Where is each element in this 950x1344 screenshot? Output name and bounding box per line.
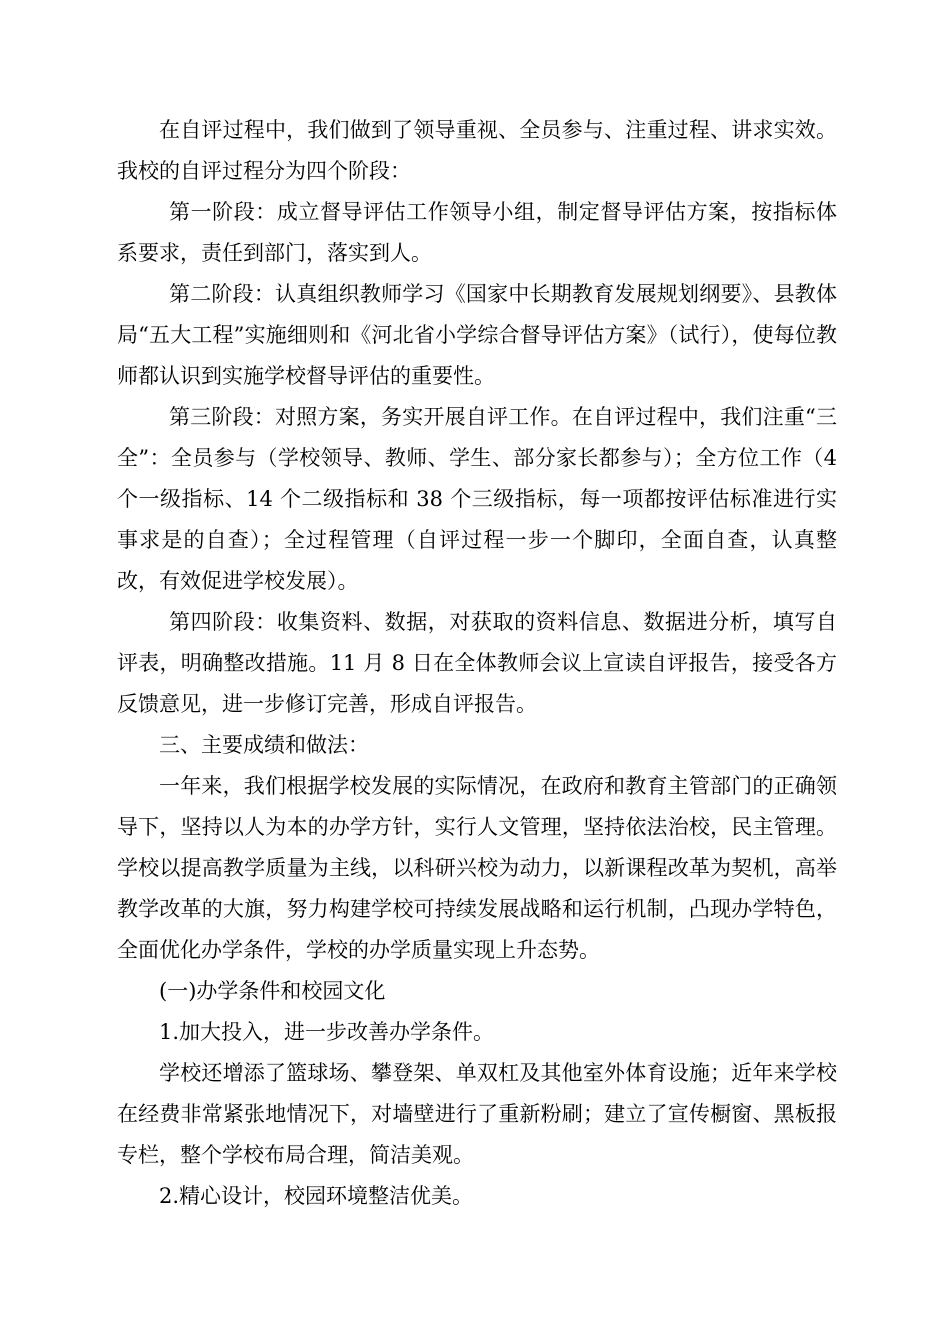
paragraph-stage-four: 第四阶段：收集资料、数据，对获取的资料信息、数据进分析，填写自评表，明确整改措施。11 月 8 日在全体教师会议上宣读自评报告，接受各方反馈意见，进一步修订完善，形成自评报告。 xyxy=(117,610,837,716)
subsection-heading-conditions-culture: (一)办学条件和校园文化 xyxy=(159,979,386,1003)
item-heading-campus-environment: 2.精心设计，校园环境整洁优美。 xyxy=(159,1184,474,1208)
paragraph-stage-two: 第二阶段：认真组织教师学习《国家中长期教育发展规划纲要》、县教体局“五大工程”实施细则和《河北省小学综合督导评估方案》（试行），使每位教师都认识到实施学校督导评估的重要性。 xyxy=(117,282,837,388)
paragraph-self-evaluation-intro: 在自评过程中，我们做到了领导重视、全员参与、注重过程、讲求实效。我校的自评过程分为四个阶段： xyxy=(117,118,837,183)
paragraph-stage-three: 第三阶段：对照方案，务实开展自评工作。在自评过程中，我们注重“三全”：全员参与（学校领导、教师、学生、部分家长都参与）；全方位工作（4 个一级指标、14 个二级指标和 38 个三级指标，每一项都按评估标准进行实事求是的自查）；全过程管理（自评过程一步一个脚印，全面自查，认真整改，有效促进学校发展）。 xyxy=(117,405,837,593)
document-body xyxy=(117,110,837,1217)
paragraph-facilities: 学校还增添了篮球场、攀登架、单双杠及其他室外体育设施；近年来学校在经费非常紧张地情况下，对墙壁进行了重新粉刷；建立了宣传橱窗、黑板报专栏，整个学校布局合理，简洁美观。 xyxy=(117,1061,837,1167)
item-heading-increase-investment: 1.加大投入，进一步改善办学条件。 xyxy=(159,1020,495,1044)
paragraph-stage-one: 第一阶段：成立督导评估工作领导小组，制定督导评估方案，按指标体系要求，责任到部门，落实到人。 xyxy=(117,200,837,265)
paragraph-achievements-overview: 一年来，我们根据学校发展的实际情况，在政府和教育主管部门的正确领导下，坚持以人为本的办学方针，实行人文管理，坚持依法治校，民主管理。学校以提高教学质量为主线，以科研兴校为动力，以新课程改革为契机，高举教学改革的大旗，努力构建学校可持续发展战略和运行机制，凸现办学特色，全面优化办学条件，学校的办学质量实现上升态势。 xyxy=(117,774,837,962)
section-heading-achievements: 三、主要成绩和做法： xyxy=(159,733,369,757)
